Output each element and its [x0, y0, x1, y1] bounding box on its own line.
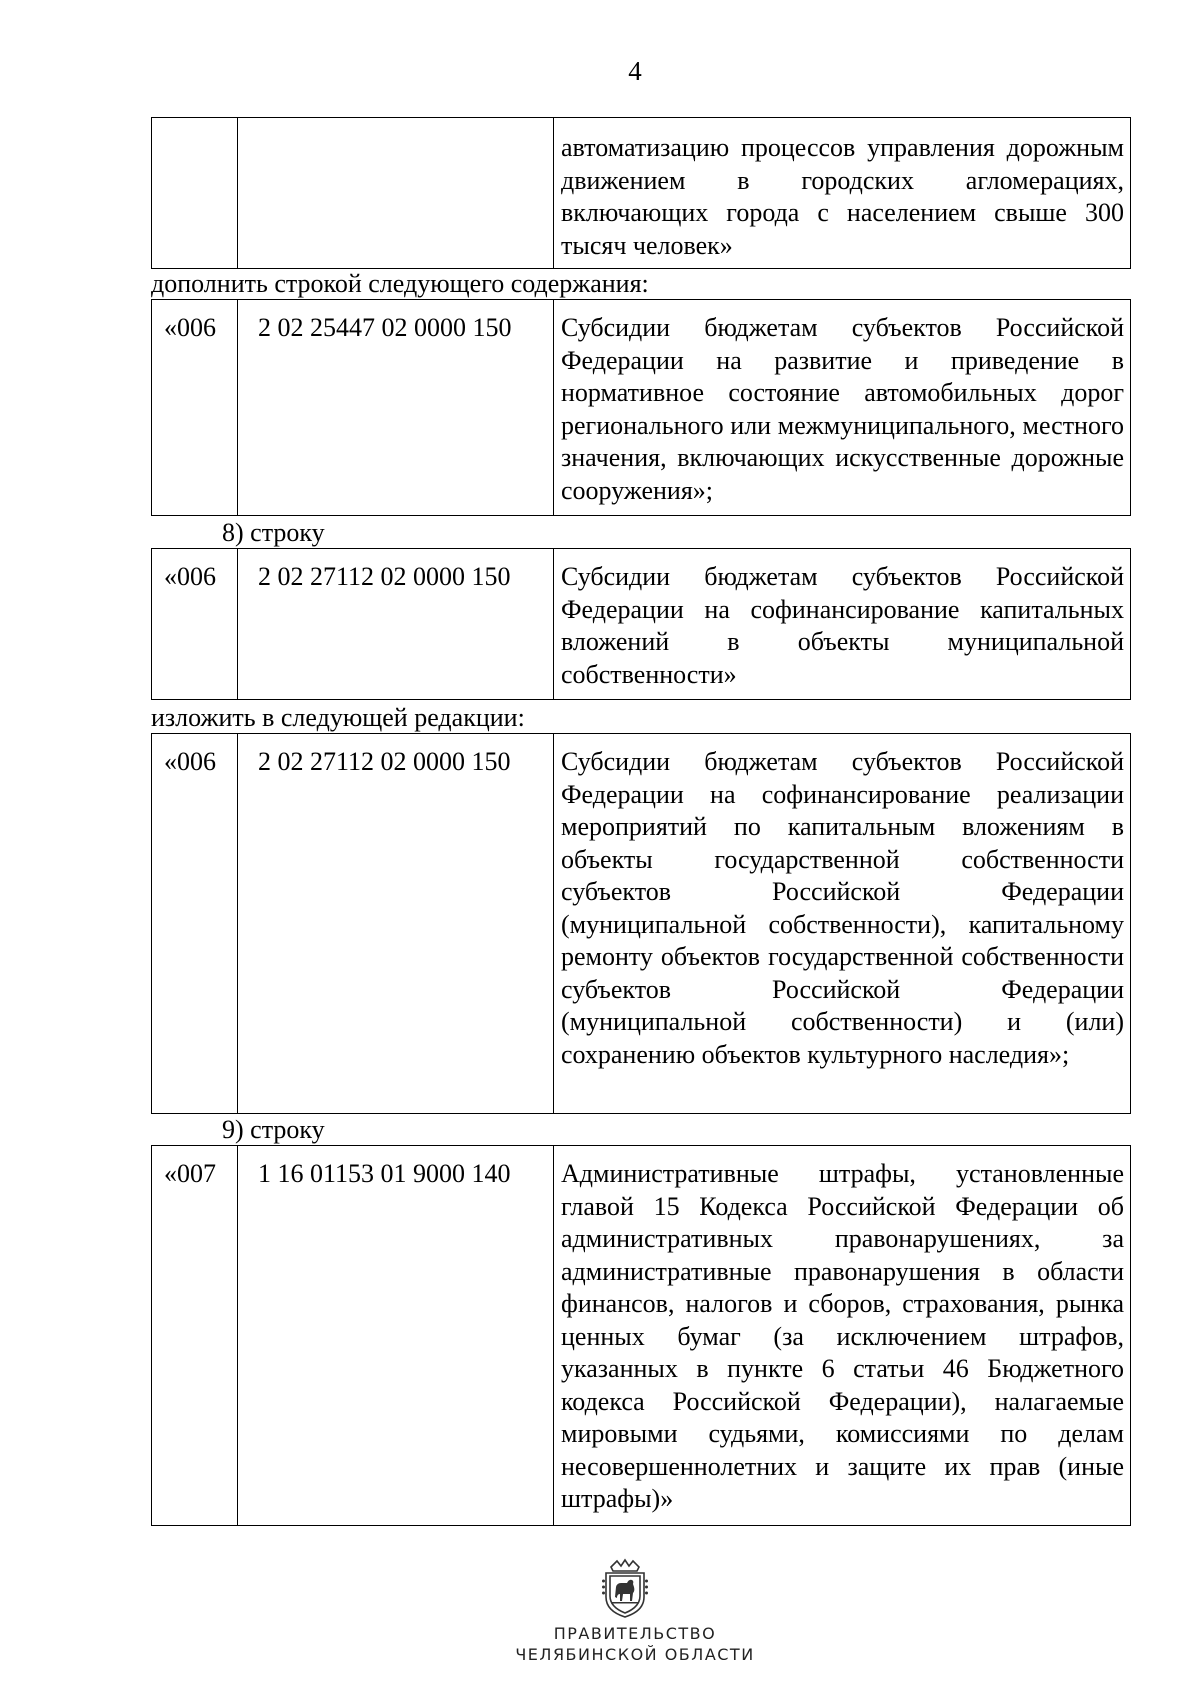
- admin-code-cell: «006: [152, 549, 238, 700]
- description-cell: [554, 1146, 1131, 1526]
- table-new-row-25447: [151, 299, 1131, 516]
- description-text: Административные штрафы, установленные главой 15 Кодекса Российской Федерации об административных правонарушениях, за административные правонарушения в области финансов, налогов и сборов, страхования, рынка ценных бумаг (за исключением штрафов, указанных в пункте 6 статьи 46 Бюджетного кодекса Российской Федерации), налагаемые мировыми судьями, комиссиями по делам несовершеннолетних и защите их прав (иные штрафы)»: [561, 1159, 1124, 1513]
- classification-code-cell: 2 02 27112 02 0000 150: [238, 734, 554, 1114]
- chelyabinsk-coat-of-arms-icon: [601, 1557, 649, 1619]
- classification-code-cell: [238, 118, 554, 269]
- description-cell: [554, 549, 1131, 700]
- table-row-01153: [151, 1145, 1131, 1526]
- table-new-row-27112: [151, 733, 1131, 1114]
- description-text: Субсидии бюджетам субъектов Российской Федерации на развитие и приведение в нормативное состояние автомобильных дорог регионального или межмуниципального, местного значения, включающих искусственные дорожные сооружения»;: [561, 313, 1124, 505]
- footer-org-line2: ЧЕЛЯБИНСКОЙ ОБЛАСТИ: [515, 1645, 755, 1664]
- instruction-item-8: 8) строку: [222, 518, 325, 547]
- description-cell: [554, 734, 1131, 1114]
- table-row: [152, 549, 1131, 700]
- classification-code-cell: 2 02 25447 02 0000 150: [238, 300, 554, 516]
- table-row: [152, 300, 1131, 516]
- table-fragment-previous: [151, 117, 1131, 269]
- description-text: Субсидии бюджетам субъектов Российской Федерации на софинансирование капитальных вложений в объекты муниципальной собственности»: [561, 562, 1124, 689]
- description-cell: [554, 300, 1131, 516]
- admin-code-cell: «007: [152, 1146, 238, 1526]
- table-row: [152, 734, 1131, 1114]
- page-number: 4: [628, 56, 642, 86]
- admin-code-cell: «006: [152, 734, 238, 1114]
- admin-code-cell: «006: [152, 300, 238, 516]
- description-text: Субсидии бюджетам субъектов Российской Федерации на софинансирование реализации мероприятий по капитальным вложениям в объекты государственной собственности субъектов Российской Федерации (муниципальной собственности), капитальному ремонту объектов государственной собственности субъектов Российской Федерации (муниципальной собственности) и (или) сохранению объектов культурного наследия»;: [561, 747, 1124, 1069]
- instruction-new-wording: изложить в следующей редакции:: [151, 703, 525, 732]
- instruction-add-row: дополнить строкой следующего содержания:: [151, 269, 649, 298]
- instruction-item-9: 9) строку: [222, 1115, 325, 1144]
- classification-code-cell: 2 02 27112 02 0000 150: [238, 549, 554, 700]
- table-old-row-27112: [151, 548, 1131, 700]
- description-cell: [554, 118, 1131, 269]
- table-row: [152, 118, 1131, 269]
- description-text: автоматизацию процессов управления дорожным движением в городских агломерациях, включающих города с населением свыше 300 тысяч человек»: [561, 133, 1124, 260]
- classification-code-cell: 1 16 01153 01 9000 140: [238, 1146, 554, 1526]
- code-cell: [152, 118, 238, 269]
- table-row: [152, 1146, 1131, 1526]
- footer-org-line1: ПРАВИТЕЛЬСТВО: [553, 1624, 717, 1643]
